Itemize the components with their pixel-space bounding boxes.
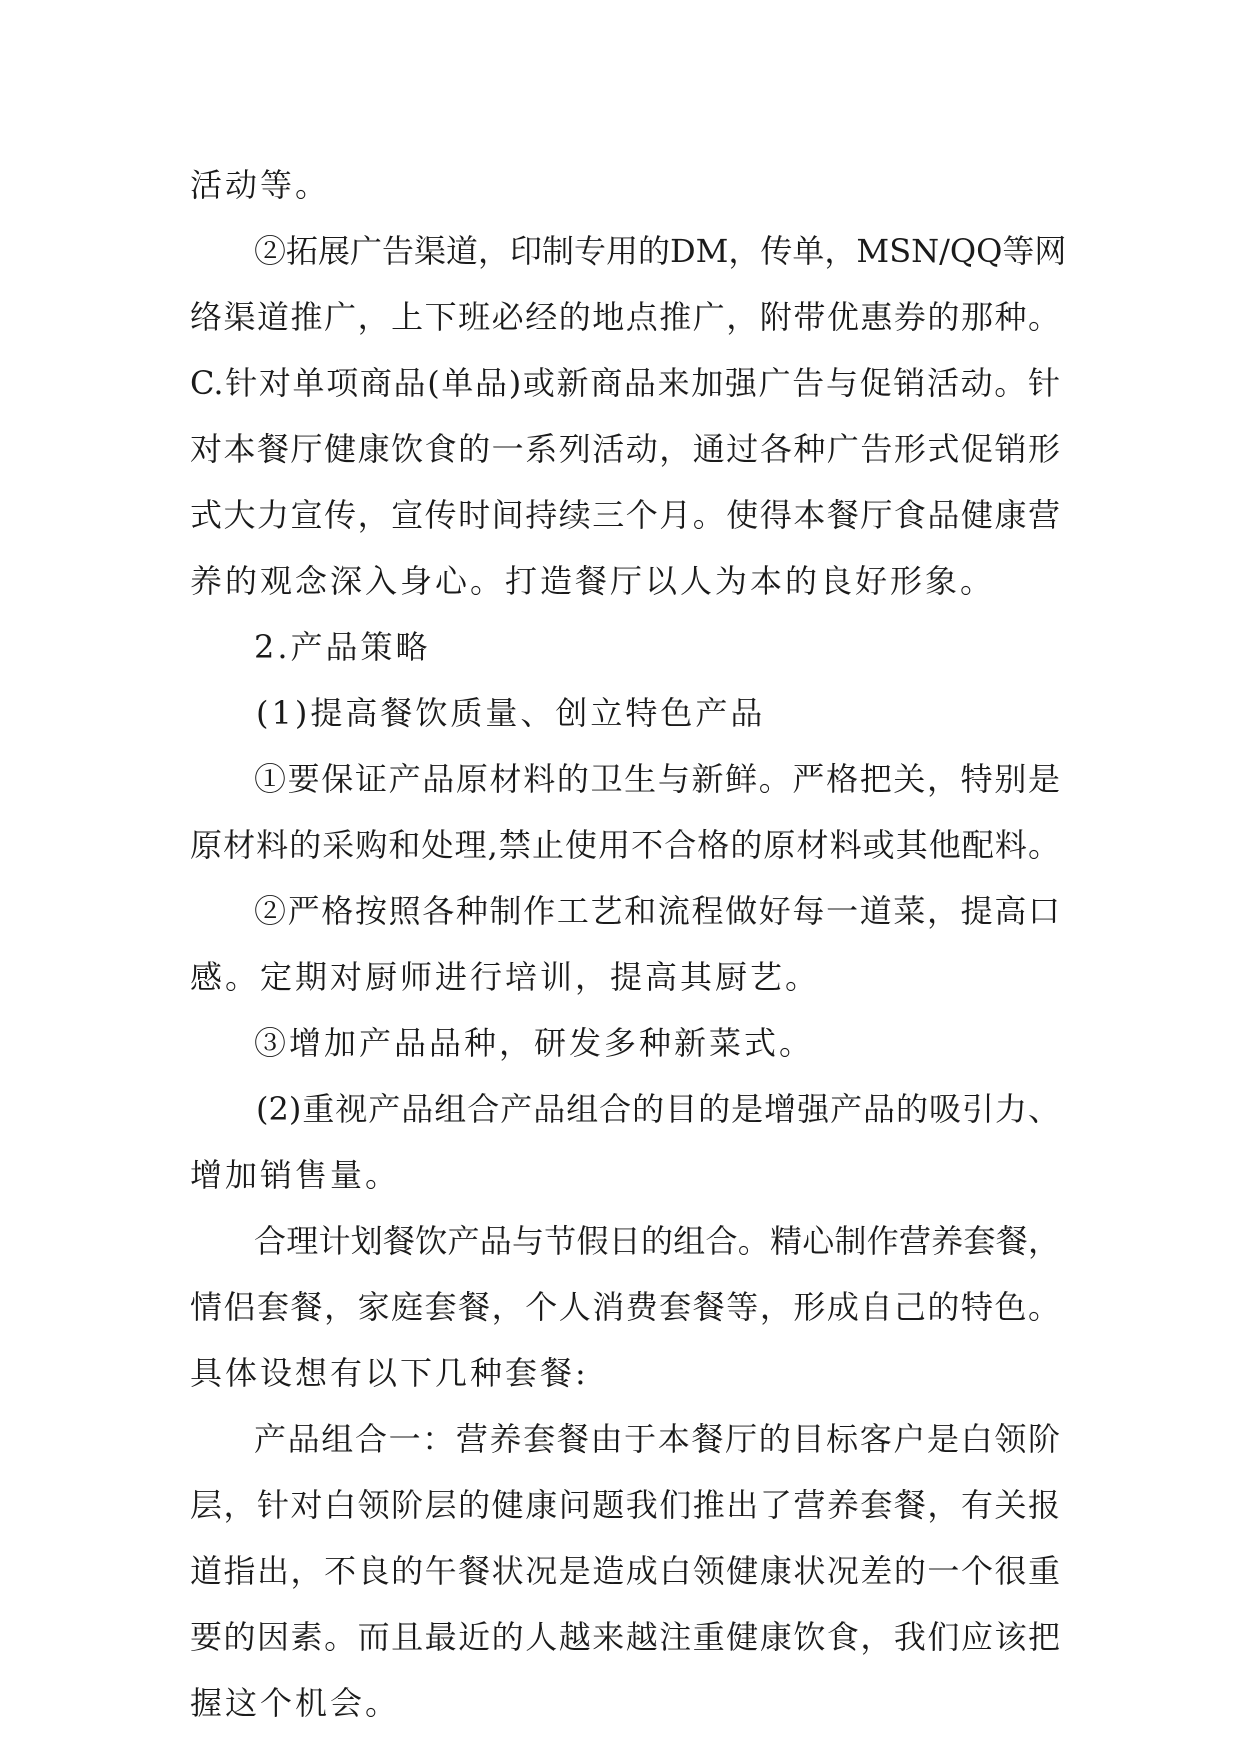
- text-line: ②严格按照各种制作工艺和流程做好每一道菜，提高口: [254, 892, 1060, 930]
- text-line: 对本餐厅健康饮食的一系列活动，通过各种广告形式促销形: [190, 430, 1060, 468]
- text-line: 络渠道推广，上下班必经的地点推广，附带优惠券的那种。: [190, 298, 1060, 336]
- text-line: 道指出，不良的午餐状况是造成白领健康状况差的一个很重: [190, 1552, 1060, 1590]
- text-line: 情侣套餐，家庭套餐，个人消费套餐等，形成自己的特色。: [190, 1288, 1060, 1326]
- text-line: 握这个机会。: [190, 1684, 401, 1722]
- text-line: 原材料的采购和处理,禁止使用不合格的原材料或其他配料。: [190, 826, 1060, 864]
- text-line: 具体设想有以下几种套餐:: [190, 1354, 589, 1392]
- text-line: 要的因素。而且最近的人越来越注重健康饮食，我们应该把: [190, 1618, 1060, 1656]
- text-line: 活动等。: [190, 166, 331, 204]
- text-line: ①要保证产品原材料的卫生与新鲜。严格把关，特别是: [254, 760, 1060, 798]
- subsection-heading: (1)提高餐饮质量、创立特色产品: [256, 694, 766, 732]
- section-heading: 2.产品策略: [254, 628, 431, 666]
- text-line: 养的观念深入身心。打造餐厅以人为本的良好形象。: [190, 562, 996, 600]
- text-line: 合理计划餐饮产品与节假日的组合。精心制作营养套餐，: [254, 1222, 1060, 1260]
- text-line: 层，针对白领阶层的健康问题我们推出了营养套餐，有关报: [190, 1486, 1060, 1524]
- text-line: 产品组合一：营养套餐由于本餐厅的目标客户是白领阶: [254, 1420, 1060, 1458]
- text-line: C.针对单项商品(单品)或新商品来加强广告与促销活动。针: [190, 364, 1060, 402]
- text-line: ②拓展广告渠道，印制专用的DM，传单，MSN/QQ等网: [254, 232, 1067, 270]
- text-line: ③增加产品品种，研发多种新菜式。: [254, 1024, 815, 1062]
- document-body: [190, 152, 1067, 1736]
- text-line: 式大力宣传，宣传时间持续三个月。使得本餐厅食品健康营: [190, 496, 1060, 534]
- subsection-heading: (2)重视产品组合产品组合的目的是增强产品的吸引力、: [256, 1090, 1060, 1128]
- text-line: 增加销售量。: [190, 1156, 401, 1194]
- text-line: 感。定期对厨师进行培训，提高其厨艺。: [190, 958, 821, 996]
